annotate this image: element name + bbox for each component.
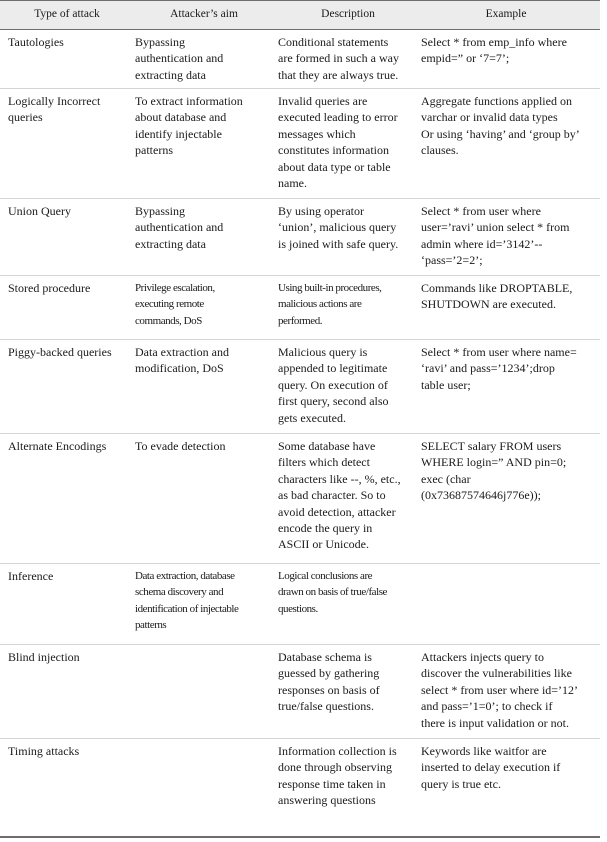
cell-type: Tautologies [8,35,64,49]
table-row [0,89,600,199]
column-gap [416,340,418,431]
header-description: Description [321,8,375,20]
cell-example: Select * from user where user=’ravi’ union select * from admin where id=’3142’-- ‘pass=’2=2’; [421,204,570,268]
cell-description: Logical conclusions are drawn on basis of true/false questions. [278,570,387,615]
column-gap [416,30,418,86]
column-gap [416,276,418,337]
cell-aim: Data extraction, database schema discovery and identification of injectable patterns [135,570,239,632]
column-gap [273,434,275,561]
cell-description: By using operator ‘union’, malicious query is joined with safe query. [278,204,399,251]
cell-description: Malicious query is appended to legitimate query. On execution of first query, second also gets executed. [278,345,389,425]
cell-aim: Privilege escalation, executing remote commands, DoS [135,282,215,327]
cell-aim: Bypassing authentication and extracting data [135,204,224,251]
cell-aim: Bypassing authentication and extracting data [135,35,224,82]
cell-type: Union Query [8,204,71,218]
column-gap [130,340,132,431]
table-row [0,434,600,564]
cell-type: Inference [8,569,54,583]
cell-example: Select * from emp_info where empid=” or ‘7=7’; [421,35,567,66]
column-gap [273,645,275,736]
cell-type: Stored procedure [8,281,91,295]
header-attackers-aim: Attacker’s aim [170,8,238,20]
column-gap [416,434,418,561]
column-gap [416,199,418,273]
table-row [0,739,600,836]
table-row [0,564,600,645]
column-gap [416,645,418,736]
header-example: Example [485,8,527,20]
cell-example: SELECT salary FROM users WHERE login=” AND pin=0; exec (char (0x73687574646j776e)); [421,439,567,503]
table-row [0,276,600,340]
column-gap [130,739,132,834]
table-row [0,340,600,434]
cell-example: Attackers injects query to discover the vulnerabilities like select * from user where id=’12’ and pass=’1=0’; to check if there is input validation or not. [421,650,579,730]
header-type-of-attack: Type of attack [34,8,100,20]
column-gap [273,30,275,86]
column-gap [130,564,132,642]
cell-type: Timing attacks [8,744,80,758]
cell-type: Piggy-backed queries [8,345,112,359]
column-gap [273,739,275,834]
cell-type: Blind injection [8,650,80,664]
table-header-row [0,0,600,30]
column-gap [130,89,132,196]
column-gap [130,434,132,561]
column-gap [130,199,132,273]
cell-aim: Data extraction and modification, DoS [135,345,229,376]
cell-example: Keywords like waitfor are inserted to delay execution if query is true etc. [421,744,561,791]
table-bottom-rule [0,836,600,838]
column-gap [130,276,132,337]
column-gap [130,30,132,86]
cell-aim: To extract information about database and identify injectable patterns [135,94,243,158]
column-gap [273,89,275,196]
cell-type: Alternate Encodings [8,439,107,453]
table-row [0,199,600,276]
cell-example: Commands like DROPTABLE, SHUTDOWN are executed. [421,281,573,312]
column-gap [273,340,275,431]
cell-description: Conditional statements are formed in such a way that they are always true. [278,35,399,82]
column-gap [416,89,418,196]
cell-description: Database schema is guessed by gathering responses on basis of true/false questions. [278,650,380,714]
column-gap [416,739,418,834]
cell-description: Invalid queries are executed leading to error messages which constitutes information about data type or table name. [278,94,398,191]
cell-type: Logically Incorrect queries [8,94,101,125]
column-gap [273,276,275,337]
table-row [0,30,600,89]
table-row [0,645,600,739]
cell-aim: To evade detection [135,439,226,453]
column-gap [273,564,275,642]
cell-description: Some database have filters which detect characters like --, %, etc., as bad character. So to avoid detection, attacker encode the query in ASCII or Unicode. [278,439,401,552]
column-gap [130,645,132,736]
cell-example: Aggregate functions applied on varchar or invalid data types Or using ‘having’ and ‘group by’ clauses. [421,94,580,158]
cell-description: Using built-in procedures, malicious actions are performed. [278,282,382,327]
column-gap [416,564,418,642]
cell-description: Information collection is done through observing response time taken in answering questions [278,744,397,808]
column-gap [273,199,275,273]
cell-example: Select * from user where name= ‘ravi’ and pass=’1234’;drop table user; [421,345,577,392]
